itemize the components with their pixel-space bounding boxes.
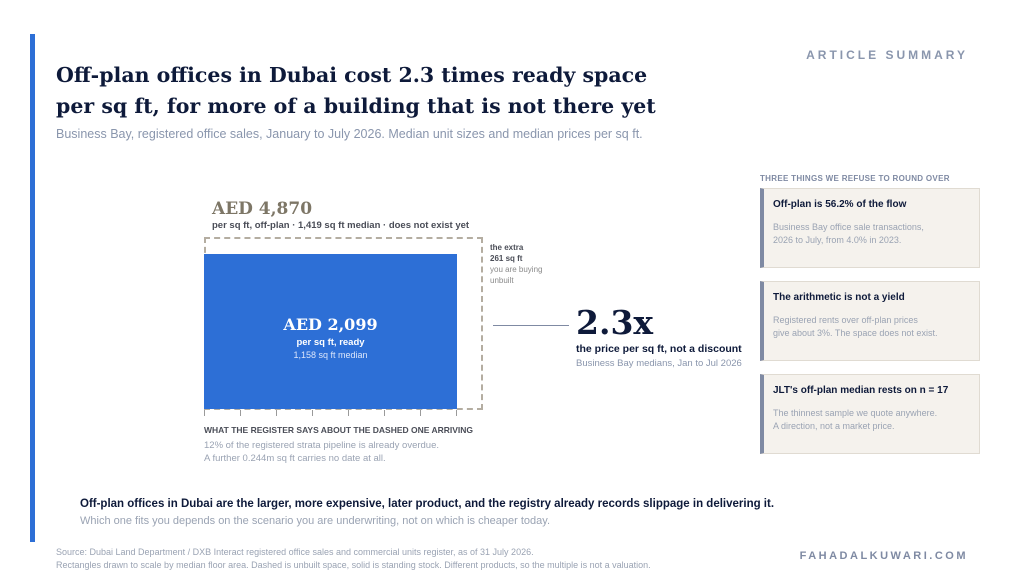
site-name: FAHADALKUWARI.COM — [799, 550, 968, 562]
article-summary-label: ARTICLE SUMMARY — [806, 48, 968, 62]
tick — [456, 410, 457, 416]
card-title: Off-plan is 56.2% of the flow — [773, 199, 907, 210]
multiple-connector — [493, 325, 569, 326]
sidebar-card — [760, 374, 980, 454]
scale-ticks — [204, 410, 483, 416]
conclusion: Off-plan offices in Dubai are the larger, more expensive, later product, and the registry already records slippage in delivering it. — [80, 498, 775, 510]
card-body-line: Business Bay office sale transactions, — [773, 222, 924, 232]
card-body — [773, 314, 937, 340]
tick — [312, 410, 313, 416]
multiple-value: 2.3x — [576, 303, 654, 342]
card-title: The arithmetic is not a yield — [773, 292, 905, 303]
ready-median: 1,158 sq ft median — [293, 350, 368, 360]
source-line-1: Source: Dubai Land Department / DXB Interact registered office sales and commercial units register, as of 31 July 2026. — [56, 547, 534, 557]
page-subtitle: Business Bay, registered office sales, January to July 2026. Median unit sizes and median prices per sq ft. — [56, 127, 643, 141]
card-body-line: 2026 to July, from 4.0% in 2023. — [773, 235, 902, 245]
sidebar-card — [760, 281, 980, 361]
card-title: JLT's off-plan median rests on n = 17 — [773, 385, 949, 396]
sidebar-heading: THREE THINGS WE REFUSE TO ROUND OVER — [760, 174, 950, 183]
card-body — [773, 221, 924, 247]
register-heading: WHAT THE REGISTER SAYS ABOUT THE DASHED ONE ARRIVING — [204, 425, 474, 435]
ready-label: per sq ft, ready — [296, 337, 365, 348]
card-body-line: Registered rents over off-plan prices — [773, 315, 918, 325]
multiple-caption: the price per sq ft, not a discount — [576, 343, 742, 355]
page-title: Off-plan offices in Dubai cost 2.3 times ready space per sq ft, for more of a building that is not there yet — [56, 63, 656, 118]
extra-line-3: you are buying — [490, 265, 543, 274]
card-body — [773, 407, 937, 433]
multiple-source: Business Bay medians, Jan to Jul 2026 — [576, 358, 742, 369]
ready-price: AED 2,099 — [283, 315, 378, 334]
extra-line-1: the extra — [490, 243, 524, 252]
card-body-line: A direction, not a market price. — [773, 421, 895, 431]
tick — [240, 410, 241, 416]
tick — [204, 410, 205, 416]
tick — [348, 410, 349, 416]
tick — [276, 410, 277, 416]
card-body-line: The thinnest sample we quote anywhere. — [773, 408, 938, 418]
offplan-price: AED 4,870 — [212, 199, 313, 219]
offplan-meta: per sq ft, off-plan · 1,419 sq ft median · does not exist yet — [212, 220, 470, 231]
card-body-line: give about 3%. The space does not exist. — [773, 328, 938, 338]
register-line-1: 12% of the registered strata pipeline is already overdue. — [204, 440, 439, 451]
extra-line-4: unbuilt — [490, 276, 514, 285]
tick — [384, 410, 385, 416]
accent-bar — [30, 34, 35, 542]
tick — [420, 410, 421, 416]
register-line-2: A further 0.244m sq ft carries no date at all. — [204, 453, 386, 464]
conclusion-sub: Which one fits you depends on the scenario you are underwriting, not on which is cheaper today. — [80, 515, 551, 527]
extra-annotation — [490, 242, 542, 286]
sidebar-card — [760, 188, 980, 268]
extra-line-2: 261 sq ft — [490, 254, 523, 263]
source-line-2: Rectangles drawn to scale by median floor area. Dashed is unbuilt space, solid is standing stock. Different products, so the multiple is not a valuation. — [56, 560, 651, 570]
